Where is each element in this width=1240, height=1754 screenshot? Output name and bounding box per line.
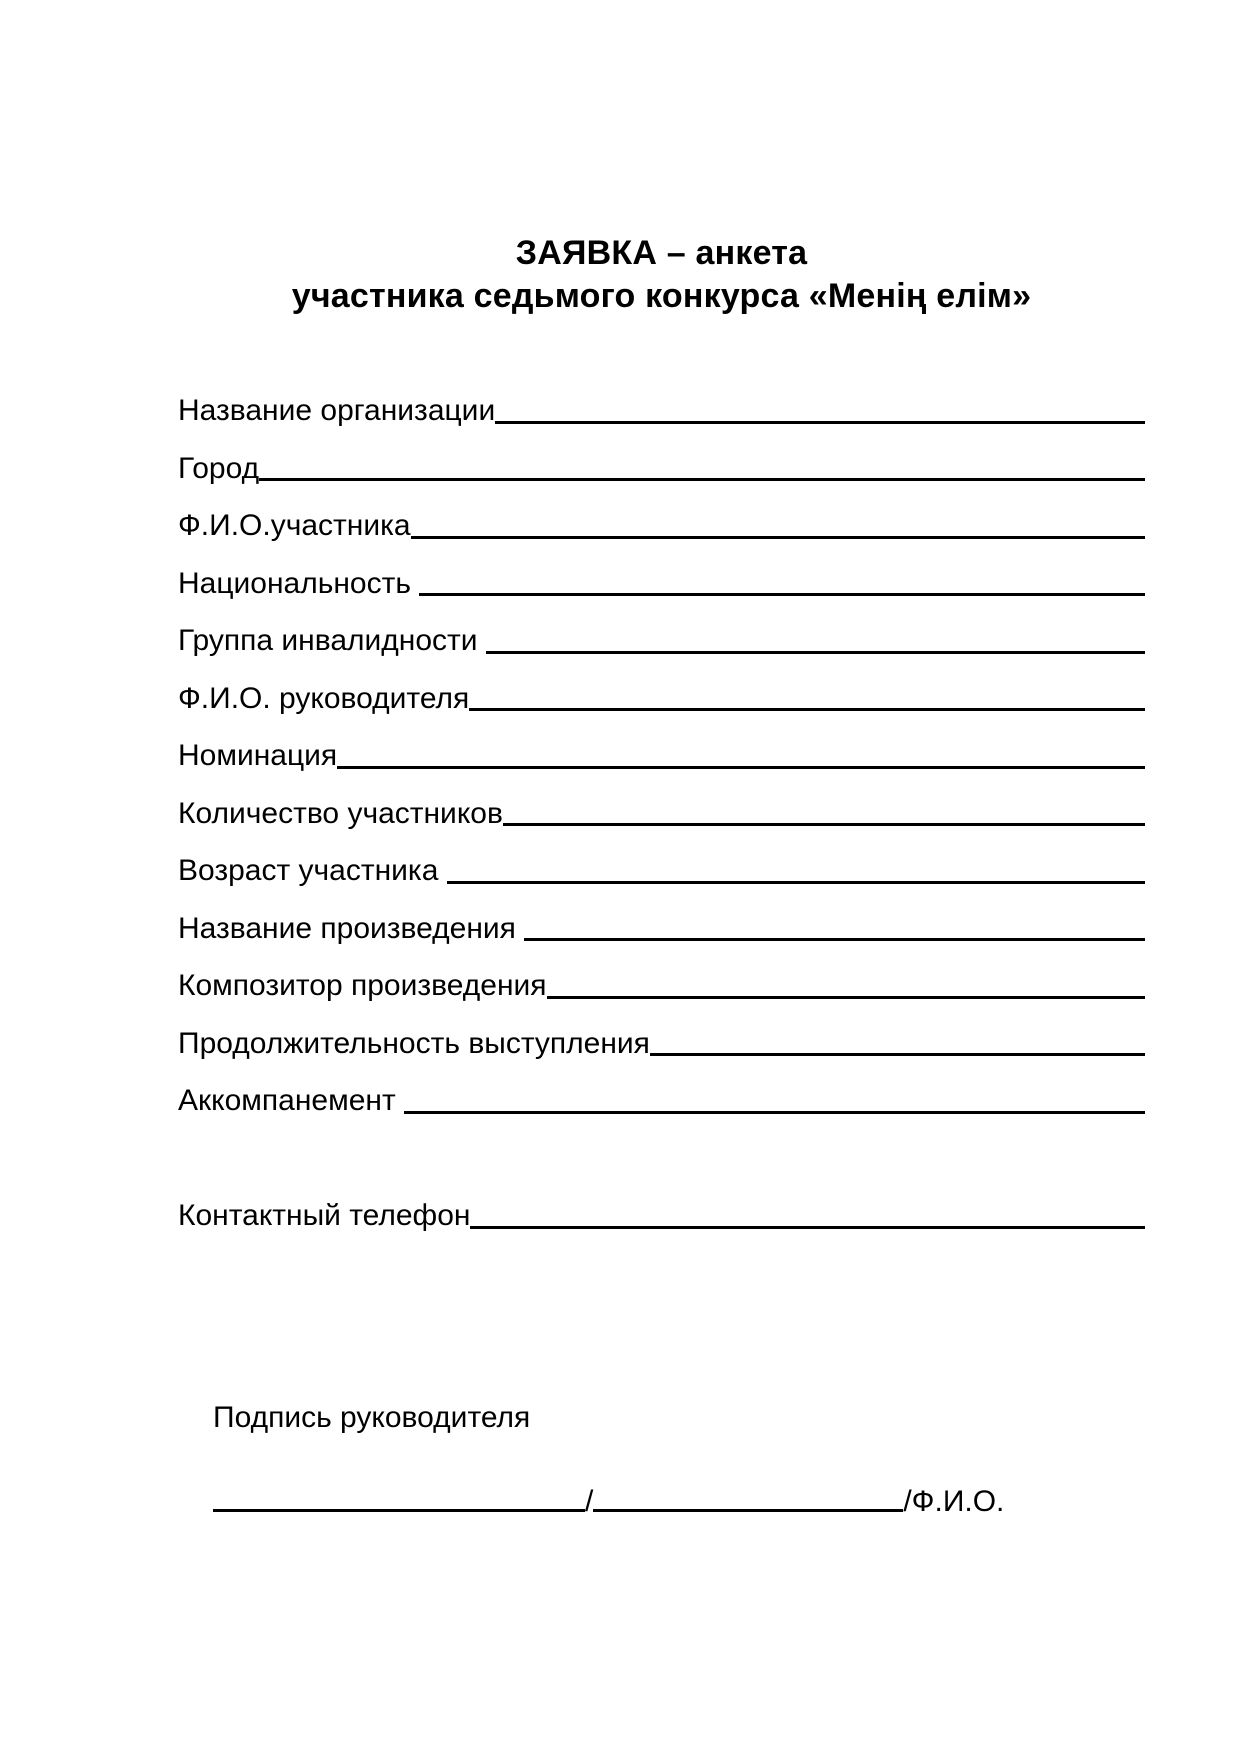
field-row-disability-group	[178, 600, 1145, 658]
field-row-participant-age	[178, 830, 1145, 888]
form-title-line1: ЗАЯВКА – анкета	[515, 234, 808, 272]
field-row-nationality	[178, 543, 1145, 601]
field-label-director-name: Ф.И.О. руководителя	[178, 681, 470, 715]
field-blank-piece-composer	[547, 996, 1145, 999]
field-label-participants-count: Количество участников	[178, 796, 503, 830]
field-blank-participants-count	[503, 823, 1145, 826]
field-blank-performance-duration	[650, 1053, 1145, 1056]
blank-line-spacer	[178, 1118, 1145, 1176]
field-label-org-name: Название организации	[178, 394, 496, 428]
field-row-participants-count	[178, 773, 1145, 831]
field-row-participant-name	[178, 485, 1145, 543]
field-blank-nationality	[419, 593, 1145, 596]
field-label-disability-group: Группа инвалидности	[178, 624, 486, 658]
field-blank-contact-phone	[470, 1226, 1145, 1229]
field-row-accompaniment	[178, 1060, 1145, 1118]
field-blank-participant-age	[447, 881, 1145, 884]
signature-slash: /	[585, 1485, 594, 1518]
field-label-city: Город	[178, 451, 260, 485]
field-row-contact-phone	[178, 1175, 1145, 1233]
field-blank-piece-title	[524, 938, 1145, 941]
field-blank-director-name	[469, 708, 1145, 711]
form-title-line2: участника седьмого конкурса «Менің елім»	[291, 277, 1032, 315]
field-label-piece-title: Название произведения	[178, 911, 525, 945]
field-row-nomination	[178, 715, 1145, 773]
field-label-contact-phone: Контактный телефон	[178, 1199, 471, 1233]
field-row-org-name	[178, 370, 1145, 428]
field-blank-participant-name	[411, 536, 1145, 539]
signature-blank-name	[593, 1509, 903, 1512]
field-label-performance-duration: Продолжительность выступления	[178, 1026, 650, 1060]
field-blank-disability-group	[486, 651, 1145, 654]
field-blank-org-name	[495, 421, 1145, 424]
form-fields	[178, 370, 1145, 1233]
field-label-piece-composer: Композитор произведения	[178, 969, 547, 1003]
field-label-accompaniment: Аккомпанемент	[178, 1084, 405, 1118]
field-row-piece-title	[178, 888, 1145, 946]
field-label-nationality: Национальность	[178, 566, 420, 600]
field-row-director-name	[178, 658, 1145, 716]
signature-label: Подпись руководителя	[213, 1401, 531, 1434]
field-row-performance-duration	[178, 1003, 1145, 1061]
field-label-participant-age: Возраст участника	[178, 854, 447, 888]
field-blank-nomination	[337, 766, 1145, 769]
signature-blank-signature	[213, 1509, 585, 1512]
field-row-piece-composer	[178, 945, 1145, 1003]
signature-line	[213, 1484, 1004, 1520]
field-row-city	[178, 428, 1145, 486]
field-label-nomination: Номинация	[178, 739, 338, 773]
form-title	[178, 232, 1145, 318]
field-blank-city	[259, 478, 1145, 481]
field-blank-accompaniment	[404, 1111, 1145, 1114]
signature-fio-suffix: /Ф.И.О.	[903, 1485, 1005, 1518]
field-label-participant-name: Ф.И.О.участника	[178, 509, 411, 543]
